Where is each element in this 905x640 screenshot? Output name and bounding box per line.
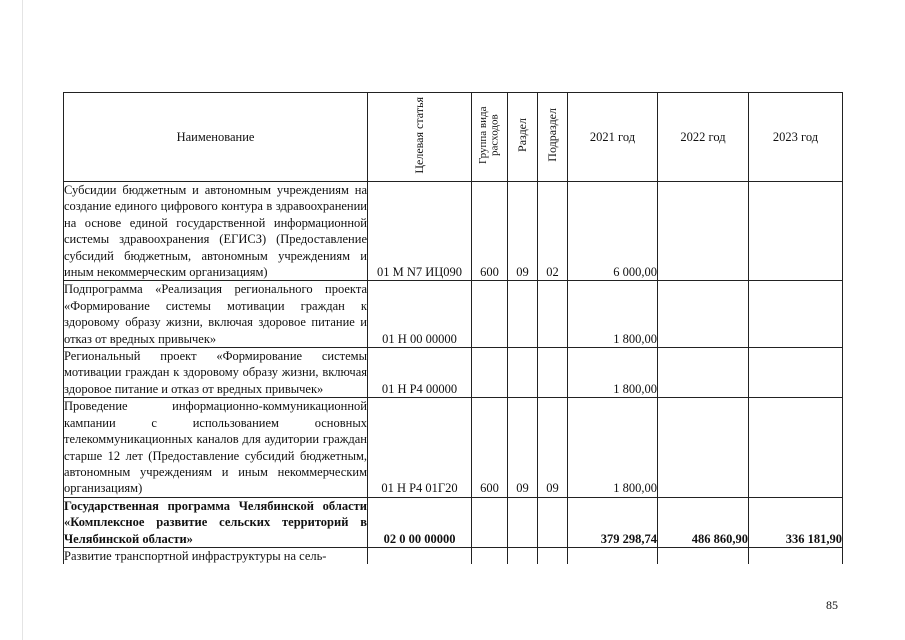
header-subsection: Подраздел	[538, 93, 568, 182]
table-row	[64, 398, 843, 497]
row-2023	[749, 348, 843, 398]
row-name: Подпрограмма «Реализация регионального проекта «Формирование системы мотивации граждан к здоровому образу жизни, включая здоровое питание и отказ от вредных привычек»	[64, 282, 367, 346]
budget-table	[63, 92, 843, 564]
row-code: 01 Н Р4 00000	[368, 348, 472, 398]
row-2022	[658, 182, 749, 281]
row-name: Развитие транспортной инфраструктуры на сель-	[64, 547, 368, 564]
row-2022	[658, 281, 749, 348]
row-subsection: 02	[538, 182, 568, 281]
row-section	[508, 497, 538, 547]
row-subsection	[538, 281, 568, 348]
table-row	[64, 348, 843, 398]
row-2022: 486 860,90	[658, 497, 749, 547]
table-header-row	[64, 93, 843, 182]
row-name: Субсидии бюджетным и автономным учреждениям на создание единого цифрового контура в здравоохранении на основе единой государственной информационной системы здравоохранения (ЕГИСЗ) (Предоставление субсидий бюджетным, автономным учреждениям и иным некоммерческим организациям)	[64, 183, 367, 280]
row-2021: 379 298,74	[568, 497, 658, 547]
row-section: 09	[508, 398, 538, 497]
row-section	[508, 547, 538, 564]
row-code: 01 Н 00 00000	[368, 281, 472, 348]
row-subsection	[538, 547, 568, 564]
row-code: 02 0 00 00000	[368, 497, 472, 547]
row-code: 01 Н Р4 01Г20	[368, 398, 472, 497]
row-section	[508, 348, 538, 398]
row-group	[472, 348, 508, 398]
row-subsection: 09	[538, 398, 568, 497]
page-margin-line	[22, 0, 23, 640]
row-name: Региональный проект «Формирование системы мотивации граждан к здоровому образу жизни, включая здоровое питание и отказ от вредных привычек»	[64, 349, 367, 396]
row-section	[508, 281, 538, 348]
row-2023	[749, 398, 843, 497]
row-2023	[749, 182, 843, 281]
row-section: 09	[508, 182, 538, 281]
row-group	[472, 497, 508, 547]
table-row	[64, 182, 843, 281]
row-name: Проведение информационно-коммуникационной кампании с использованием основных телекоммуникационных каналов для аудитории граждан старше 12 лет (Предоставление субсидий бюджетным, автономным учреждениям и иным некоммерческим организациям)	[64, 399, 367, 496]
header-2023: 2023 год	[749, 93, 843, 182]
row-code: 01 М N7 ИЦ090	[368, 182, 472, 281]
row-2021: 1 800,00	[568, 348, 658, 398]
row-2023	[749, 547, 843, 564]
row-subsection	[538, 497, 568, 547]
row-name: Государственная программа Челябинской области «Комплексное развитие сельских территорий в Челябинской области»	[64, 498, 367, 546]
row-2021: 1 800,00	[568, 281, 658, 348]
row-2023	[749, 281, 843, 348]
header-2021: 2021 год	[568, 93, 658, 182]
row-group	[472, 281, 508, 348]
row-group: 600	[472, 398, 508, 497]
row-2021: 1 800,00	[568, 398, 658, 497]
header-expense-group: Группа вида расходов	[472, 93, 508, 182]
row-subsection	[538, 348, 568, 398]
header-section: Раздел	[508, 93, 538, 182]
row-2022	[658, 547, 749, 564]
page-number: 85	[826, 598, 838, 612]
table-row	[64, 547, 843, 564]
row-2022	[658, 398, 749, 497]
row-group	[472, 547, 508, 564]
row-group: 600	[472, 182, 508, 281]
row-2023: 336 181,90	[749, 497, 843, 547]
header-target-article: Целевая статья	[368, 93, 472, 182]
row-code	[368, 547, 472, 564]
row-2021: 6 000,00	[568, 182, 658, 281]
table-row	[64, 281, 843, 348]
header-2022: 2022 год	[658, 93, 749, 182]
table-row-program	[64, 497, 843, 547]
row-2021	[568, 547, 658, 564]
row-2022	[658, 348, 749, 398]
header-name: Наименование	[64, 93, 368, 182]
